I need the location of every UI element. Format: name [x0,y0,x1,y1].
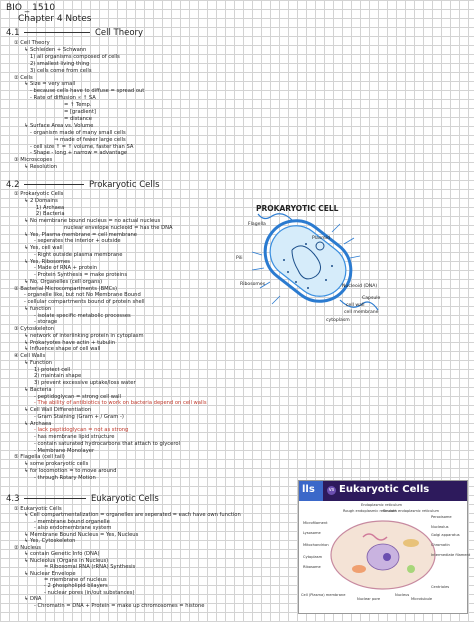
note-line: ↳ network of interlinking protein in cytoplasm [24,332,144,339]
note-line: - isolate specific metabolic processes [34,312,131,319]
cell-drawing [222,200,390,338]
note-line: ↳ Archaea [24,420,52,427]
note-line: ↳ Nuclear Envelope [24,570,76,577]
label-cell-wall: cell wall [346,303,365,308]
nucleolus-shape [383,553,391,561]
note-line: ① Cell Theory [14,40,50,46]
note-line: ③ Microscopes [14,157,53,164]
note-line: ↳ Yes, Ribosomes [24,258,71,265]
figure-label: Nucleus [395,593,410,597]
note-line: = ↑ Temp. [64,102,92,109]
note-line: ↳ Prokaryotes have actin + tubulin [24,339,116,346]
section-title: Prokaryotic Cells [88,180,160,190]
note-line: ④ Cell Walls [14,353,46,359]
note-line: = Ribosomal RNA (rRNA) Synthesis [44,564,136,571]
figure-label: Ribosome [303,565,321,569]
page-title: Chapter 4 Notes [18,14,92,24]
note-line: ↳ Function [24,359,53,366]
note-line: ↳ DNA [24,596,42,603]
diagram-title: PROKARYOTIC CELL [256,204,339,213]
note-line: - Membrane Monolayer [34,447,95,454]
note-line: - Protein Synthesis = make proteins [34,272,128,278]
note-line: - organelle like, but not No Membrane Bound [24,292,141,299]
note-line: ↳ No membrane bound nucleus = no actual nucleus [24,218,161,224]
figure-label: Microtubule [411,597,433,601]
note-line: - Rate of diffusion ∝ ↑ SA [30,95,96,102]
figure-label: Nucleolus [431,525,449,529]
note-line: - Chromatin = DNA + Protein = make up chromosomes = histone [34,602,205,609]
figure-label: Rough endoplasmic reticulum [343,509,397,513]
figure-label: Peroxisome [431,515,452,519]
note-line: - has membrane lipid structure [34,434,115,440]
note-line: = distance [64,115,92,122]
label-cell-membrane: cell membrane [344,310,379,315]
note-line: ↳ some prokaryotic cells [24,461,89,467]
prokaryotic-cell-diagram [222,200,390,338]
figure-title: Eukaryotic Cells [339,484,430,495]
note-line: - cellular compartments bound of protein shell [24,299,145,305]
note-line: ↳ Size = very small [24,81,76,88]
note-line: - seperates the interior + outside [34,238,121,245]
section-heading-4-1 [6,28,211,38]
note-line: - Made of RNA + protein [34,265,98,272]
note-line: ⑤ Flagella (cell tail) [14,454,65,461]
golgi-shape [403,539,419,547]
figure-label: Nuclear pore [357,597,381,601]
figure-label: Cytoplasm [303,555,323,559]
note-line: - 2 phospholipid bilayers [44,583,108,590]
section-number: 4.3 [6,494,20,504]
note-line: 2) Bacteria [36,211,65,218]
note-line: - nuclear pores (in/out substances) [44,589,135,596]
note-line: ↳ Membrane Bound Nucleus = Yes, Nucleus [24,531,139,538]
note-line: - peptidoglycan = strong cell wall [34,393,122,400]
label-capsule: Capsule [362,296,381,301]
label-flagella: Flagella [248,222,266,227]
note-line: ① Prokaryotic Cells [14,191,64,197]
note-line: nuclear envelope nucleoid = has the DNA [64,224,173,231]
note-line: ② Nucleus [14,544,41,551]
section-number: 4.2 [6,180,20,190]
note-line: 2) maintain shape [34,373,82,380]
note-line: - The ability of antibiotics to work on bacteria depend on cell walls [34,400,207,407]
section-heading-4-3 [6,494,211,504]
note-line: ② Cells [14,74,33,81]
note-line: - organism made of many small cells [30,129,126,136]
note-line: ② Bacterial Microcompartments (BMCs) [14,285,117,292]
flagellum [258,214,292,220]
note-line: ↳ No, Organelles (cell organs) [24,278,103,285]
note-line: = [gradient] [64,109,96,115]
note-line: ↳ 2 Domains [24,197,58,204]
note-line: - Shape - long + narrow = advantage [30,150,128,157]
label-plasmid: Plasmid [312,236,330,241]
vs-badge: vs [328,487,335,493]
note-line: 1) Archaea [36,204,65,211]
note-line: ↳ Resolution [24,164,58,171]
note-line: - lack peptidoglycan = not as strong [34,427,129,434]
lysosome-shape [407,565,415,573]
note-line: 3) prevent excessive uptake/loss water [34,380,136,386]
section-heading-4-2 [6,180,211,190]
label-cytoplasm: cytoplasm [326,318,350,323]
eukaryotic-cell-figure [298,480,471,614]
figure-label: Golgi apparatus [431,533,460,537]
note-line: 1) protect cell [34,366,71,373]
banner-left-text: lls [302,484,315,495]
figure-label: Chromatin [431,543,450,547]
note-line: - storage [34,319,58,326]
section-title: Eukaryotic Cells [90,494,159,504]
note-line: - through Rotary Motion [34,474,96,481]
section-number: 4.1 [6,28,20,38]
figure-label: Centrioles [431,585,450,589]
note-line: - membrane bound organelle [34,518,110,525]
note-line: = membrane of nucleus [44,576,107,583]
note-line: ③ Cytoskeleton [14,326,55,332]
note-line: 2) smallest living thing [30,60,90,67]
note-line: - Gram Staining (Gram + / Gram -) [34,413,124,420]
figure-label: Cell (Plasma) membrane [301,593,346,597]
note-line: - also endomembrane system [34,525,112,532]
note-line: ↳ Yes, Cytoskeleton [24,538,76,545]
note-line: 1) all organisms composed of cells [30,53,120,60]
note-line: - because cells have to diffuse = spread out [30,88,145,95]
course-code: BIO _ 1510 [6,3,56,13]
note-line: 3) cells come from cells [30,67,92,74]
note-line: ↳ Yes, cell wall [24,245,63,251]
figure-label: Intermediate filament [431,553,471,557]
figure-label: Lysosome [303,531,321,535]
note-line: ↳ Influence shape of cell wall [24,346,101,353]
note-line: ↳ Schleiden + Schwann [24,46,87,53]
note-line: ↳ Cell compartmentalization = organelles are seperated = each have own function [24,512,241,519]
note-line: ↳ for locomotion = to move around [24,467,117,474]
figure-label: Endoplasmic reticulum [361,503,403,507]
note-line: ↳ function [24,305,52,312]
note-line: ↳ Nucleolus (Organs in Nucleus) [24,557,109,564]
note-line: ↳ Bacteria [24,386,52,393]
figure-label: Microfilament [303,521,328,525]
figure-label: Smooth endoplasmic reticulum [383,509,439,513]
mitochondrion-shape [352,565,366,573]
figure-label: Mitochondrion [303,543,329,547]
note-line: ↳ Cell Wall Differentiation [24,407,92,413]
note-line: - Right outside plasma membrane [34,251,123,258]
note-line: ① Eukaryotic Cells [14,506,62,512]
note-line: ↳ Yes, Plasma membrane = cell membrane [24,231,137,238]
note-line: ↳ contain Genetic Info (DNA) [24,551,100,558]
label-pili: Pili [236,256,243,261]
note-line: ⇒ made of fewer large cells [54,136,126,143]
label-ribosomes: Ribosomes [240,282,266,287]
note-line: - cell size ↑ = ↑ volume, faster than SA [30,143,134,150]
note-line: - contain saturated hydrocarbons that attach to glycerol [34,440,180,447]
label-nucleoid: Nucleoid (DNA) [342,284,378,289]
section-title: Cell Theory [94,28,144,38]
note-line: ↳ Surface Area vs. Volume [24,122,94,129]
